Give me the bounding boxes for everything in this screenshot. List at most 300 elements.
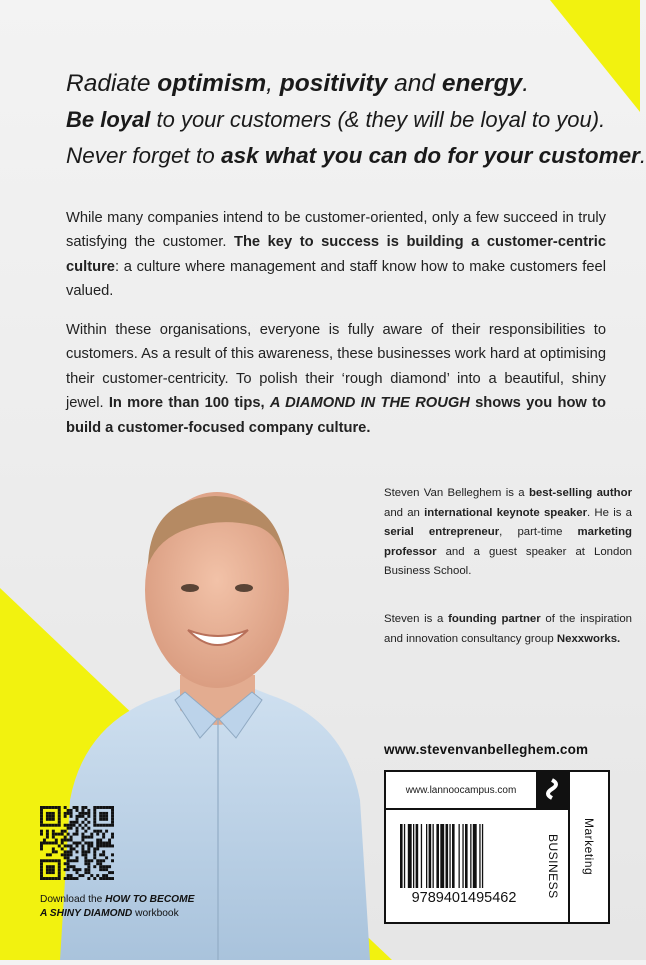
qr-module [76, 850, 79, 853]
qr-module [67, 850, 70, 853]
qr-module [49, 868, 52, 871]
qr-module [73, 847, 76, 850]
qr-module [93, 824, 96, 827]
qr-module [67, 853, 70, 856]
qr-module [43, 877, 46, 880]
qr-module [87, 844, 90, 847]
qr-module [52, 850, 55, 853]
qr-module [105, 815, 108, 818]
qr-module [64, 830, 67, 833]
qr-module [93, 812, 96, 815]
qr-module [70, 821, 73, 824]
qr-module [52, 877, 55, 880]
qr-module [111, 844, 114, 847]
qr-module [58, 809, 61, 812]
qr-module [81, 821, 84, 824]
qr-module [70, 850, 73, 853]
qr-module [96, 830, 99, 833]
barcode-bar [436, 824, 439, 888]
qr-module [40, 833, 43, 836]
qr-module [105, 806, 108, 809]
qr-module [64, 815, 67, 818]
qr-module [102, 853, 105, 856]
qr-module [52, 824, 55, 827]
qr-module [99, 877, 102, 880]
qr-module [102, 833, 105, 836]
qr-module [58, 821, 61, 824]
qr-module [81, 874, 84, 877]
qr-module [70, 827, 73, 830]
qr-module [40, 871, 43, 874]
tagline-line-2: Be loyal to your customers (& they will be loyal to you). [66, 107, 606, 132]
qr-module [108, 865, 111, 868]
qr-module [64, 839, 67, 842]
qr-module [81, 850, 84, 853]
barcode-bar [433, 824, 434, 888]
qr-module [111, 859, 114, 862]
qr-module [46, 853, 49, 856]
qr-module [93, 815, 96, 818]
qr-module [111, 812, 114, 815]
qr-module [87, 865, 90, 868]
barcode-bar [408, 824, 412, 888]
qr-module [78, 842, 81, 845]
qr-module [84, 868, 87, 871]
qr-module [46, 818, 49, 821]
intro-paragraph-2: Within these organisations, everyone is fully aware of their responsibilities to customers. As a result of this awareness, these businesses work hard at optimising their customer-centricity. To polish their ‘rough diamond’ into a beautiful, shiny jewel. In more than 100 tips, A DIAMOND IN THE ROUGH shows you how to build a customer-focused company culture. [66, 322, 606, 436]
qr-module [58, 844, 61, 847]
publisher-url[interactable]: www.lannoocampus.com [386, 772, 538, 810]
qr-module [102, 824, 105, 827]
qr-module [84, 842, 87, 845]
qr-module [99, 815, 102, 818]
qr-module [87, 847, 90, 850]
qr-module [93, 821, 96, 824]
barcode-bar [413, 824, 414, 888]
qr-module [111, 815, 114, 818]
barcode-bar [482, 824, 483, 888]
qr-module [102, 818, 105, 821]
qr-module [64, 844, 67, 847]
subcategory-label [570, 772, 608, 922]
qr-module [40, 824, 43, 827]
qr-module [105, 842, 108, 845]
qr-module [52, 836, 55, 839]
barcode-bar [452, 824, 455, 888]
qr-module [64, 806, 67, 809]
qr-code[interactable] [40, 806, 114, 880]
qr-module [111, 809, 114, 812]
qr-module [46, 833, 49, 836]
qr-module [108, 806, 111, 809]
qr-module [108, 839, 111, 842]
qr-module [58, 862, 61, 865]
qr-module [46, 842, 49, 845]
qr-module [67, 824, 70, 827]
qr-module [52, 818, 55, 821]
qr-module [78, 868, 81, 871]
qr-module [40, 812, 43, 815]
qr-module [102, 874, 105, 877]
qr-module [105, 844, 108, 847]
qr-module [46, 836, 49, 839]
qr-module [70, 839, 73, 842]
qr-module [93, 847, 96, 850]
qr-module [52, 847, 55, 850]
qr-module [87, 877, 90, 880]
qr-module [78, 824, 81, 827]
qr-module [55, 850, 58, 853]
barcode-bar [479, 824, 480, 888]
qr-module [76, 868, 79, 871]
qr-module [84, 836, 87, 839]
qr-module [96, 859, 99, 862]
tagline-line-3: Never forget to ask what you can do for your customer. [66, 143, 646, 168]
barcode-bar [429, 824, 432, 888]
qr-module [84, 853, 87, 856]
qr-module [40, 847, 43, 850]
category-text: BUSINESS [546, 833, 560, 899]
qr-module [58, 874, 61, 877]
qr-module [81, 833, 84, 836]
qr-module [96, 824, 99, 827]
qr-module [99, 812, 102, 815]
qr-module [111, 836, 114, 839]
qr-module [87, 812, 90, 815]
qr-module [49, 818, 52, 821]
subcategory-text: Marketing [582, 818, 596, 876]
barcode-bar [462, 824, 463, 888]
qr-module [99, 842, 102, 845]
qr-module [84, 859, 87, 862]
qr-module [93, 818, 96, 821]
qr-module [67, 859, 70, 862]
qr-module [58, 865, 61, 868]
qr-module [105, 868, 108, 871]
qr-module [73, 824, 76, 827]
qr-module [55, 859, 58, 862]
qr-module [84, 871, 87, 874]
qr-module [40, 809, 43, 812]
qr-module [84, 818, 87, 821]
qr-module [93, 850, 96, 853]
qr-module [61, 853, 64, 856]
qr-module [61, 847, 64, 850]
workbook-download-text: Download the HOW TO BECOME A SHINY DIAMOND workbook [40, 894, 195, 919]
qr-module [64, 850, 67, 853]
qr-module [73, 859, 76, 862]
qr-module [81, 827, 84, 830]
qr-module [99, 839, 102, 842]
qr-module [67, 874, 70, 877]
qr-module [93, 806, 96, 809]
barcode-bar [440, 824, 444, 888]
qr-module [76, 842, 79, 845]
qr-module [64, 877, 67, 880]
qr-module [76, 815, 79, 818]
qr-module [87, 836, 90, 839]
qr-module [58, 815, 61, 818]
qr-module [102, 842, 105, 845]
qr-module [76, 871, 79, 874]
qr-module [49, 815, 52, 818]
qr-module [111, 806, 114, 809]
qr-module [67, 856, 70, 859]
qr-module [90, 842, 93, 845]
qr-module [99, 824, 102, 827]
barcode-bar [404, 824, 405, 888]
qr-module [73, 842, 76, 845]
qr-module [99, 844, 102, 847]
qr-module [78, 874, 81, 877]
barcode-bar [400, 824, 403, 888]
qr-module [64, 824, 67, 827]
qr-module [40, 874, 43, 877]
qr-module [64, 836, 67, 839]
qr-module [49, 806, 52, 809]
qr-module [93, 865, 96, 868]
qr-module [76, 827, 79, 830]
qr-module [52, 871, 55, 874]
qr-module [58, 833, 61, 836]
qr-module [81, 853, 84, 856]
qr-module [87, 827, 90, 830]
qr-module [76, 809, 79, 812]
author-website-link[interactable]: www.stevenvanbelleghem.com [384, 742, 589, 757]
qr-module [70, 809, 73, 812]
qr-module [70, 844, 73, 847]
qr-module [76, 830, 79, 833]
qr-module [102, 806, 105, 809]
qr-module [96, 842, 99, 845]
qr-module [78, 815, 81, 818]
qr-module [76, 833, 79, 836]
qr-module [96, 874, 99, 877]
qr-module [99, 853, 102, 856]
qr-module [102, 836, 105, 839]
qr-module [102, 859, 105, 862]
qr-module [52, 833, 55, 836]
qr-module [61, 833, 64, 836]
qr-module [96, 806, 99, 809]
qr-module [49, 812, 52, 815]
qr-module [70, 812, 73, 815]
qr-module [90, 859, 93, 862]
qr-module [52, 815, 55, 818]
qr-module [73, 806, 76, 809]
qr-module [105, 830, 108, 833]
qr-module [52, 859, 55, 862]
qr-module [99, 868, 102, 871]
qr-module [76, 818, 79, 821]
barcode-bar [416, 824, 419, 888]
qr-module [87, 809, 90, 812]
qr-module [70, 853, 73, 856]
qr-module [84, 862, 87, 865]
qr-module [96, 862, 99, 865]
qr-module [49, 877, 52, 880]
author-photo [40, 470, 370, 960]
qr-module [96, 844, 99, 847]
qr-module [81, 812, 84, 815]
qr-module [55, 806, 58, 809]
qr-module [55, 842, 58, 845]
qr-module [76, 856, 79, 859]
qr-module [87, 862, 90, 865]
qr-module [111, 824, 114, 827]
qr-module [55, 833, 58, 836]
qr-module [76, 821, 79, 824]
qr-module [105, 856, 108, 859]
barcode-bar [465, 824, 468, 888]
qr-module [81, 815, 84, 818]
qr-module [58, 806, 61, 809]
qr-module [78, 812, 81, 815]
qr-module [96, 847, 99, 850]
qr-module [52, 812, 55, 815]
tagline [66, 66, 646, 174]
qr-module [81, 844, 84, 847]
qr-module [76, 859, 79, 862]
qr-module [102, 850, 105, 853]
qr-module [67, 839, 70, 842]
qr-module [70, 836, 73, 839]
qr-module [73, 868, 76, 871]
qr-module [49, 865, 52, 868]
qr-module [49, 853, 52, 856]
qr-module [55, 839, 58, 842]
qr-module [64, 812, 67, 815]
qr-module [102, 868, 105, 871]
qr-module [90, 874, 93, 877]
qr-module [64, 862, 67, 865]
qr-module [102, 844, 105, 847]
barcode-bar [470, 824, 471, 888]
barcode-bar [459, 824, 460, 888]
qr-module [111, 871, 114, 874]
qr-module [40, 865, 43, 868]
qr-module [61, 830, 64, 833]
qr-module [87, 821, 90, 824]
qr-module [40, 815, 43, 818]
qr-module [40, 868, 43, 871]
qr-module [67, 868, 70, 871]
qr-module [52, 868, 55, 871]
qr-module [58, 818, 61, 821]
qr-module [67, 812, 70, 815]
qr-module [46, 859, 49, 862]
qr-module [55, 824, 58, 827]
qr-module [81, 836, 84, 839]
qr-module [58, 824, 61, 827]
qr-module [58, 877, 61, 880]
qr-module [46, 806, 49, 809]
qr-module [58, 812, 61, 815]
qr-module [93, 853, 96, 856]
tagline-line-1: Radiate optimism, positivity and energy. [66, 70, 529, 97]
qr-module [87, 871, 90, 874]
qr-module [40, 830, 43, 833]
qr-module [46, 812, 49, 815]
qr-module [70, 859, 73, 862]
qr-module [49, 871, 52, 874]
qr-module [105, 818, 108, 821]
qr-module [90, 844, 93, 847]
qr-module [87, 859, 90, 862]
qr-module [81, 847, 84, 850]
qr-module [76, 844, 79, 847]
qr-module [81, 839, 84, 842]
qr-module [108, 824, 111, 827]
qr-module [46, 865, 49, 868]
qr-module [40, 806, 43, 809]
qr-module [64, 856, 67, 859]
qr-module [64, 868, 67, 871]
qr-module [99, 830, 102, 833]
qr-module [99, 806, 102, 809]
qr-module [93, 877, 96, 880]
qr-module [61, 839, 64, 842]
qr-module [40, 844, 43, 847]
qr-module [105, 877, 108, 880]
qr-module [43, 842, 46, 845]
qr-module [46, 868, 49, 871]
qr-module [40, 877, 43, 880]
qr-module [61, 842, 64, 845]
qr-module [102, 865, 105, 868]
barcode-box [384, 770, 610, 924]
barcode-bar [473, 824, 477, 888]
qr-module [93, 830, 96, 833]
qr-module [93, 809, 96, 812]
qr-module [43, 859, 46, 862]
qr-module [102, 815, 105, 818]
qr-module [40, 821, 43, 824]
qr-module [73, 865, 76, 868]
isbn-number: 9789401495462 [411, 890, 517, 906]
qr-module [58, 868, 61, 871]
qr-module [49, 842, 52, 845]
qr-module [58, 859, 61, 862]
qr-module [64, 853, 67, 856]
qr-module [108, 877, 111, 880]
barcode-bar [426, 824, 427, 888]
qr-module [43, 824, 46, 827]
barcode [398, 824, 526, 890]
qr-module [81, 809, 84, 812]
qr-module [99, 818, 102, 821]
intro-paragraph-1: While many companies intend to be customer-oriented, only a few succeed in truly satisfying the customer. The key to success is building a customer-centric culture: a culture where management and staff know how to make customers feel valued. [66, 210, 606, 300]
qr-module [55, 877, 58, 880]
qr-module [43, 806, 46, 809]
qr-module [87, 842, 90, 845]
qr-module [99, 859, 102, 862]
qr-module [84, 824, 87, 827]
qr-module [84, 856, 87, 859]
qr-module [111, 833, 114, 836]
qr-module [58, 871, 61, 874]
qr-module [67, 827, 70, 830]
qr-module [108, 842, 111, 845]
author-bio-1: Steven Van Belleghem is a best-selling author and an international keynote speaker. He is a serial entrepreneur, part-time marketing professor and a guest speaker at London Business School. [384, 487, 633, 578]
qr-module [84, 812, 87, 815]
qr-module [67, 809, 70, 812]
qr-module [46, 815, 49, 818]
qr-module [76, 877, 79, 880]
qr-module [67, 833, 70, 836]
barcode-bar [421, 824, 422, 888]
qr-module [84, 850, 87, 853]
